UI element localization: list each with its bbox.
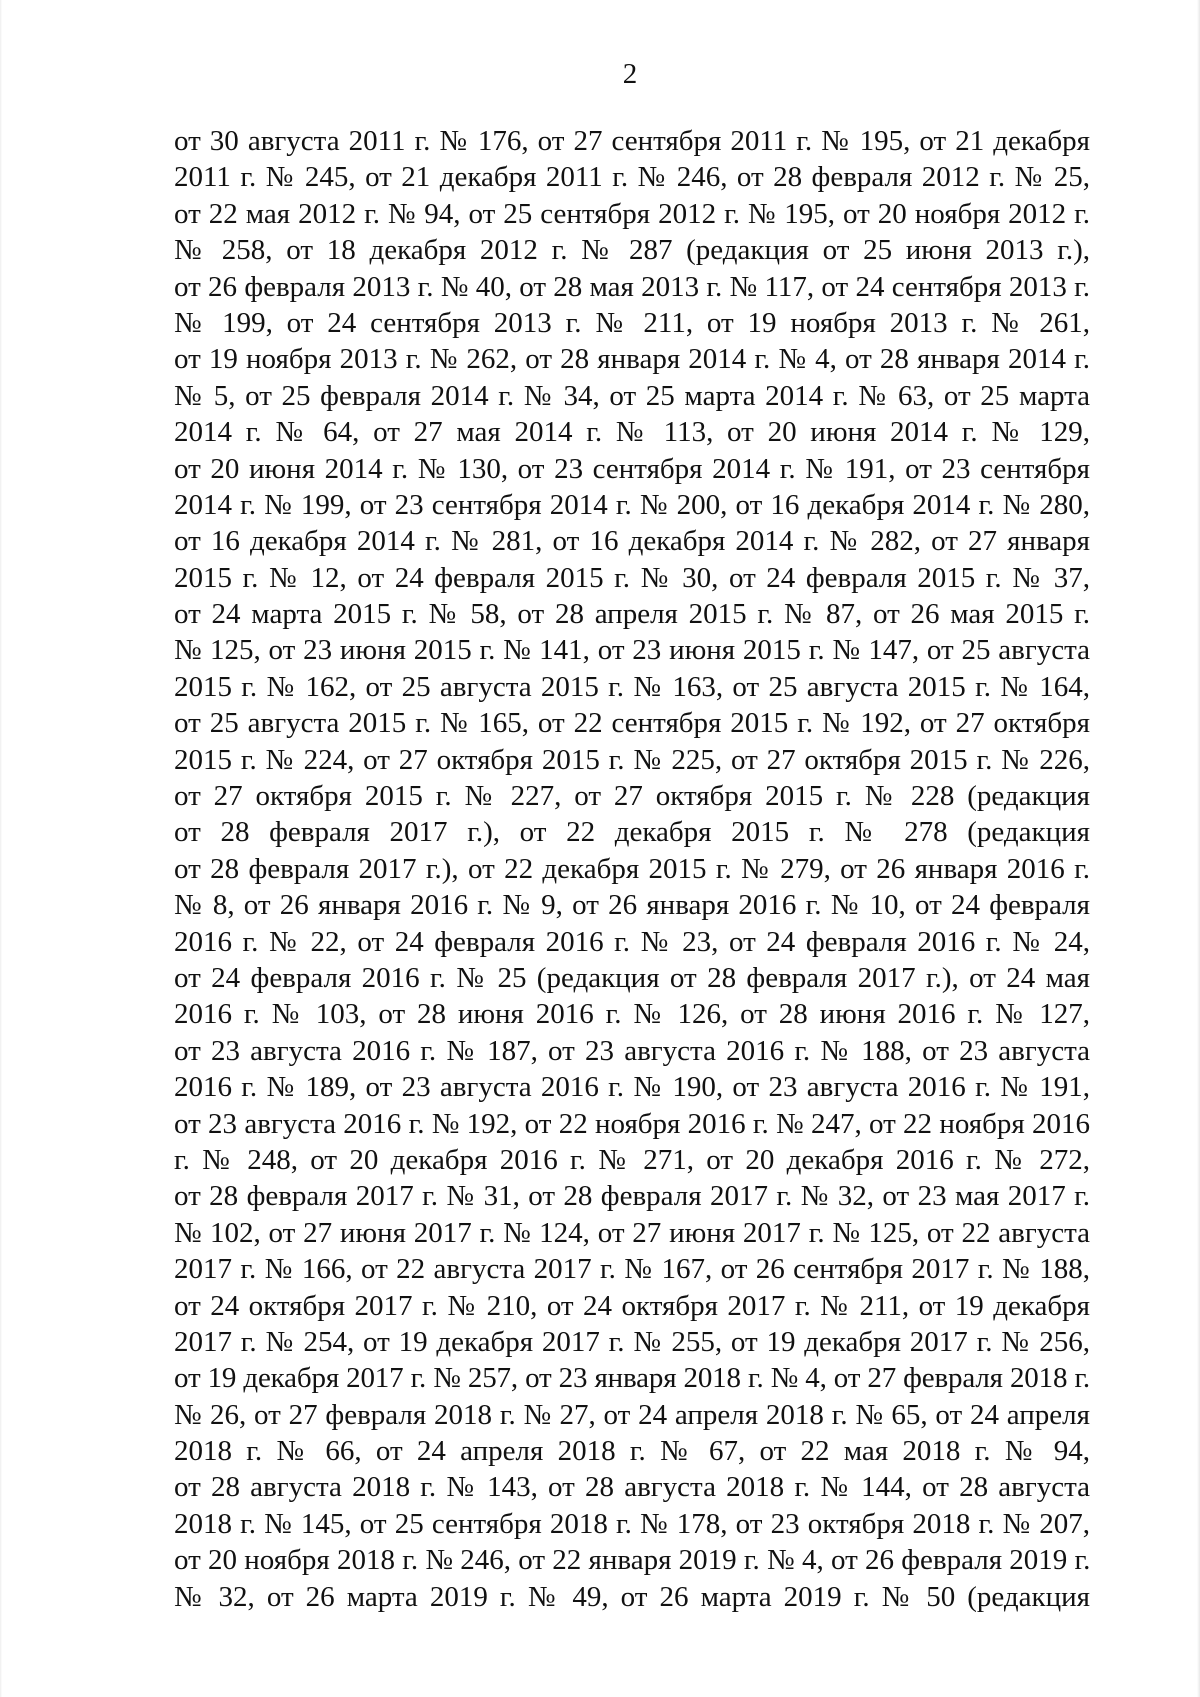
- text-line: от 24 февраля 2016 г. № 25 (редакция от 28 февраля 2017 г.), от 24 мая: [174, 961, 1090, 994]
- text-line: от 30 августа 2011 г. № 176, от 27 сентября 2011 г. № 195, от 21 декабря: [174, 125, 1090, 157]
- text-line: № 125, от 23 июня 2015 г. № 141, от 23 июня 2015 г. № 147, от 25 августа: [174, 634, 1090, 667]
- text-line: от 28 августа 2018 г. № 143, от 28 августа 2018 г. № 144, от 28 августа: [174, 1471, 1090, 1504]
- text-line: от 24 октября 2017 г. № 210, от 24 октября 2017 г. № 211, от 19 декабря: [174, 1289, 1090, 1322]
- text-line: от 23 августа 2016 г. № 187, от 23 августа 2016 г. № 188, от 23 августа: [174, 1034, 1090, 1067]
- text-line: № 26, от 27 февраля 2018 г. № 27, от 24 апреля 2018 г. № 65, от 24 апреля: [174, 1398, 1090, 1431]
- text-line: от 22 мая 2012 г. № 94, от 25 сентября 2012 г. № 195, от 20 ноября 2012 г.: [174, 197, 1090, 230]
- text-line: от 28 февраля 2017 г. № 31, от 28 февраля 2017 г. № 32, от 23 мая 2017 г.: [174, 1180, 1090, 1213]
- text-line: № 5, от 25 февраля 2014 г. № 34, от 25 марта 2014 г. № 63, от 25 марта: [174, 379, 1090, 412]
- text-line: г. № 248, от 20 декабря 2016 г. № 271, от 20 декабря 2016 г. № 272,: [174, 1143, 1090, 1176]
- text-line: 2018 г. № 145, от 25 сентября 2018 г. № 178, от 23 октября 2018 г. № 207,: [174, 1507, 1090, 1540]
- text-line: от 28 февраля 2017 г.), от 22 декабря 2015 г. № 279, от 26 января 2016 г.: [174, 852, 1090, 885]
- text-line: 2017 г. № 166, от 22 августа 2017 г. № 167, от 26 сентября 2017 г. № 188,: [174, 1253, 1090, 1286]
- text-line: 2016 г. № 103, от 28 июня 2016 г. № 126, от 28 июня 2016 г. № 127,: [174, 998, 1090, 1031]
- scan-edge-left: [0, 0, 2, 1697]
- text-line: 2014 г. № 64, от 27 мая 2014 г. № 113, от 20 июня 2014 г. № 129,: [174, 416, 1090, 449]
- text-line: от 23 августа 2016 г. № 192, от 22 ноября 2016 г. № 247, от 22 ноября 2016: [174, 1107, 1090, 1140]
- text-line: 2018 г. № 66, от 24 апреля 2018 г. № 67, от 22 мая 2018 г. № 94,: [174, 1435, 1090, 1468]
- text-line: от 20 ноября 2018 г. № 246, от 22 января 2019 г. № 4, от 26 февраля 2019 г.: [174, 1544, 1091, 1577]
- text-line: от 19 ноября 2013 г. № 262, от 28 января 2014 г. № 4, от 28 января 2014 г.: [174, 343, 1090, 376]
- text-line: № 32, от 26 марта 2019 г. № 49, от 26 марта 2019 г. № 50 (редакция: [174, 1580, 1090, 1613]
- text-line: 2011 г. № 245, от 21 декабря 2011 г. № 246, от 28 февраля 2012 г. № 25,: [174, 161, 1090, 194]
- text-line: 2015 г. № 12, от 24 февраля 2015 г. № 30, от 24 февраля 2015 г. № 37,: [174, 561, 1090, 594]
- text-line: от 27 октября 2015 г. № 227, от 27 октября 2015 г. № 228 (редакция: [174, 780, 1090, 813]
- text-line: № 199, от 24 сентября 2013 г. № 211, от 19 ноября 2013 г. № 261,: [174, 306, 1090, 339]
- text-line: от 19 декабря 2017 г. № 257, от 23 января 2018 г. № 4, от 27 февраля 2018 г.: [174, 1362, 1090, 1395]
- text-line: от 25 августа 2015 г. № 165, от 22 сентября 2015 г. № 192, от 27 октября: [174, 707, 1090, 740]
- text-line: 2016 г. № 22, от 24 февраля 2016 г. № 23, от 24 февраля 2016 г. № 24,: [174, 925, 1090, 958]
- text-line: от 20 июня 2014 г. № 130, от 23 сентября 2014 г. № 191, от 23 сентября: [174, 452, 1090, 485]
- text-line: от 28 февраля 2017 г.), от 22 декабря 2015 г. № 278 (редакция: [174, 816, 1090, 849]
- text-line: 2016 г. № 189, от 23 августа 2016 г. № 190, от 23 августа 2016 г. № 191,: [174, 1071, 1090, 1104]
- text-line: № 258, от 18 декабря 2012 г. № 287 (редакция от 25 июня 2013 г.),: [174, 234, 1090, 267]
- text-line: 2015 г. № 162, от 25 августа 2015 г. № 163, от 25 августа 2015 г. № 164,: [174, 670, 1090, 703]
- text-line: 2014 г. № 199, от 23 сентября 2014 г. № 200, от 16 декабря 2014 г. № 280,: [174, 488, 1090, 521]
- text-line: от 26 февраля 2013 г. № 40, от 28 мая 2013 г. № 117, от 24 сентября 2013 г.: [174, 270, 1090, 303]
- text-line: от 24 марта 2015 г. № 58, от 28 апреля 2015 г. № 87, от 26 мая 2015 г.: [174, 598, 1090, 631]
- text-line: от 16 декабря 2014 г. № 281, от 16 декабря 2014 г. № 282, от 27 января: [174, 525, 1090, 558]
- body-text: [174, 123, 1090, 1615]
- text-line: 2017 г. № 254, от 19 декабря 2017 г. № 255, от 19 декабря 2017 г. № 256,: [174, 1325, 1090, 1358]
- text-line: № 8, от 26 января 2016 г. № 9, от 26 января 2016 г. № 10, от 24 февраля: [174, 889, 1090, 922]
- page-number: 2: [622, 58, 638, 90]
- text-line: № 102, от 27 июня 2017 г. № 124, от 27 июня 2017 г. № 125, от 22 августа: [174, 1216, 1090, 1249]
- text-line: 2015 г. № 224, от 27 октября 2015 г. № 225, от 27 октября 2015 г. № 226,: [174, 743, 1090, 776]
